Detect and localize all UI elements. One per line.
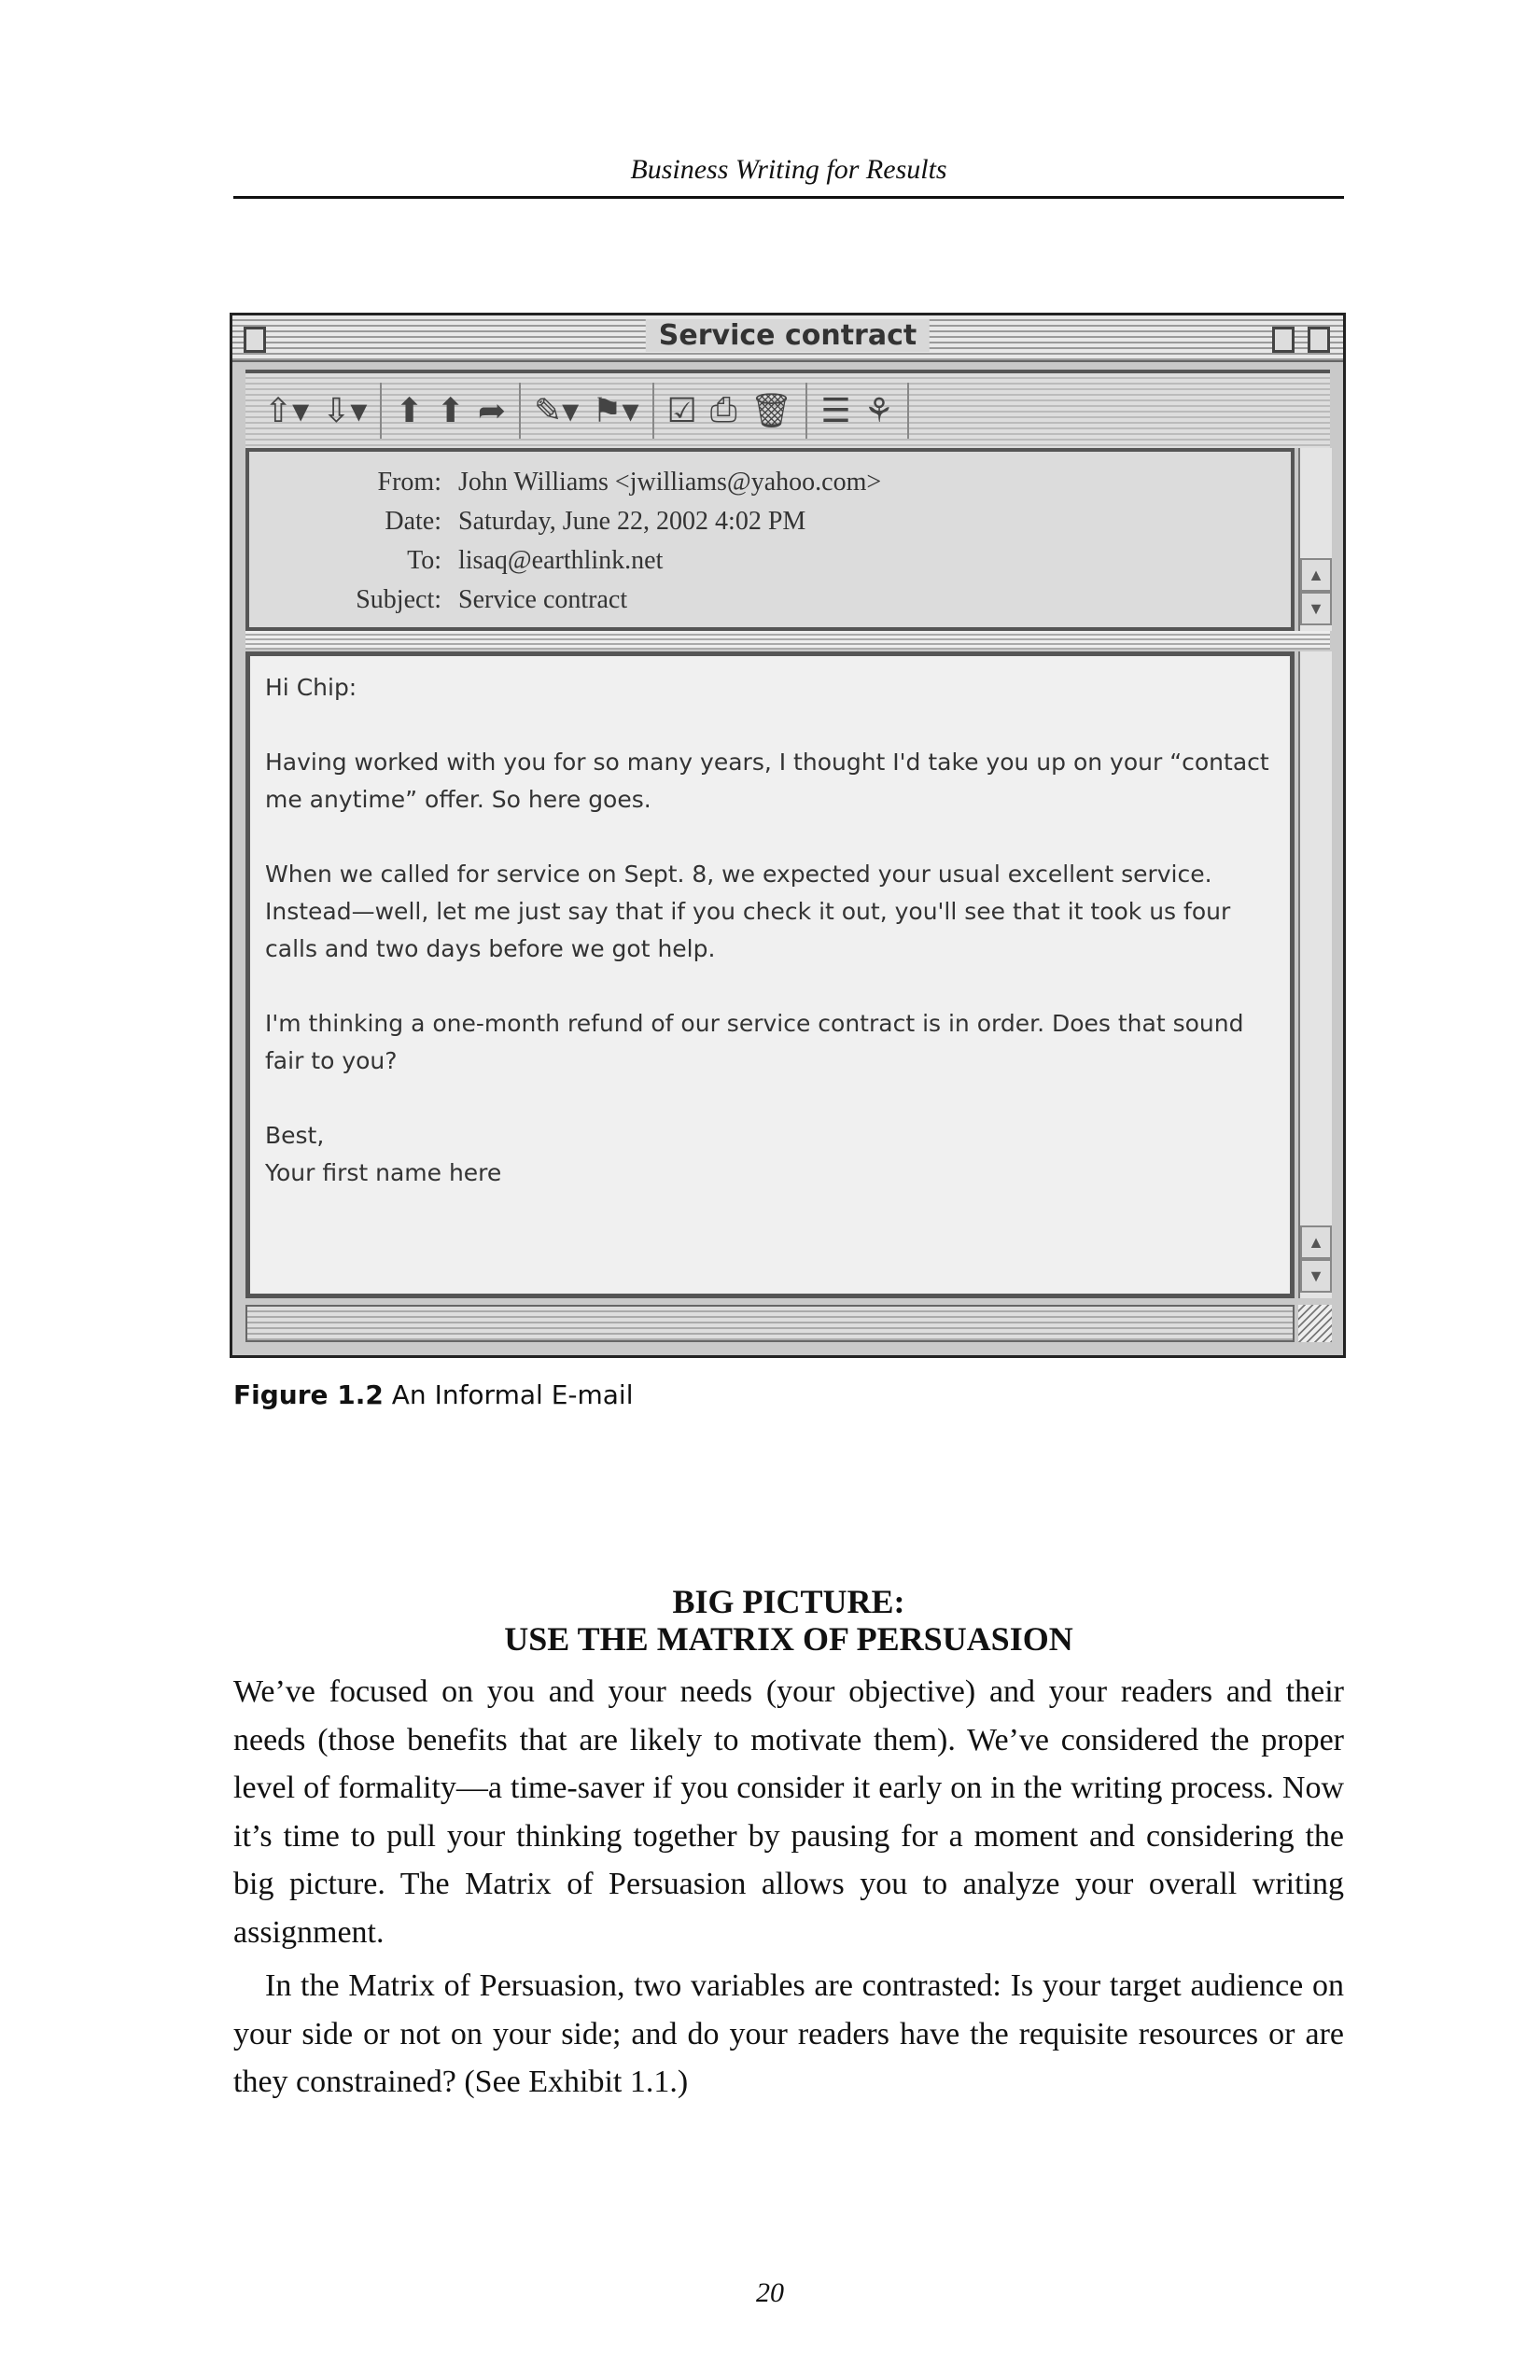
close-box-icon[interactable] bbox=[244, 327, 266, 353]
scroll-up-icon[interactable]: ▲ bbox=[1300, 558, 1332, 592]
body-scrollbar[interactable] bbox=[1298, 651, 1332, 1298]
title-bar[interactable] bbox=[232, 315, 1343, 362]
header-scrollbar[interactable] bbox=[1298, 448, 1332, 631]
scroll-down-icon[interactable]: ▼ bbox=[1300, 1259, 1332, 1293]
collapse-box-icon[interactable] bbox=[1308, 327, 1330, 353]
figure-caption: Figure 1.2 An Informal E-mail bbox=[233, 1379, 634, 1410]
scroll-down-icon[interactable]: ▼ bbox=[1300, 592, 1332, 625]
previous-message-icon[interactable]: ⇧▾ bbox=[264, 391, 310, 430]
paragraph: In the Matrix of Persuasion, two variables are contrasted: Is your target audience on your side or not on your side; and do your readers have the requisite resources or are they constrained? (See Exhibit 1.1.) bbox=[233, 1968, 1344, 2099]
separator bbox=[907, 383, 909, 439]
header-subject: Subject: Service contract bbox=[356, 585, 628, 614]
message-body[interactable]: Hi Chip: Having worked with you for so many years, I thought I'd take you up on your “contact me anytime” offer. So here goes. When we called for service on Sept. 8, we expected your usual excellent service. Instead—well, let me just say that if you check it out, you'll see that it took us four calls and two days before we got help. I'm thinking a one-month refund of our service contract is in order. Does that sound fair to you? Best, Your first name here bbox=[245, 651, 1295, 1298]
page-number: 20 bbox=[756, 2277, 784, 2308]
flag-icon[interactable]: ⚑▾ bbox=[592, 391, 639, 430]
separator bbox=[519, 383, 521, 439]
attach-icon[interactable]: ✎▾ bbox=[533, 391, 580, 430]
address-book-icon[interactable]: ⚘ bbox=[863, 391, 894, 430]
reply-icon[interactable]: ⬆ bbox=[395, 391, 424, 430]
resize-grip-icon[interactable] bbox=[1298, 1305, 1332, 1342]
toolbar bbox=[245, 370, 1330, 448]
zoom-box-icon[interactable] bbox=[1272, 327, 1295, 353]
section-heading-line1: BIG PICTURE: bbox=[672, 1583, 905, 1620]
paragraph: We’ve focused on you and your needs (your objective) and your readers and their needs (those benefits that are likely to motivate them). We’ve considered the proper level of formality—a time-saver if you consider it early on in the writing process. Now it’s time to pull your thinking together by pausing for a moment and considering the big picture. The Matrix of Persuasion allows you to analyze your overall writing assignment. bbox=[233, 1674, 1344, 1950]
sort-icon[interactable]: ☰ bbox=[820, 391, 851, 430]
section-heading-line2: USE THE MATRIX OF PERSUASION bbox=[504, 1620, 1073, 1658]
message-headers bbox=[245, 448, 1295, 631]
header-from: From: John Williams <jwilliams@yahoo.com> bbox=[377, 468, 882, 497]
email-window bbox=[230, 313, 1346, 1358]
separator bbox=[380, 383, 382, 439]
trash-icon[interactable]: 🗑 bbox=[749, 392, 793, 430]
separator bbox=[805, 383, 807, 439]
compose-icon[interactable]: ☑ bbox=[666, 391, 697, 430]
window-title: Service contract bbox=[646, 319, 930, 352]
running-head: Business Writing for Results bbox=[630, 154, 947, 185]
print-icon[interactable]: ⎙ bbox=[709, 391, 737, 429]
scroll-up-icon[interactable]: ▲ bbox=[1300, 1225, 1332, 1259]
separator bbox=[652, 383, 654, 439]
reply-all-icon[interactable]: ⬆ bbox=[436, 391, 465, 430]
header-date: Date: Saturday, June 22, 2002 4:02 PM bbox=[385, 507, 806, 536]
next-message-icon[interactable]: ⇩▾ bbox=[322, 391, 368, 430]
forward-icon[interactable]: ➦ bbox=[477, 391, 506, 430]
pane-splitter[interactable] bbox=[245, 631, 1330, 650]
horizontal-scrollbar[interactable] bbox=[245, 1305, 1295, 1342]
header-rule bbox=[233, 196, 1344, 199]
header-to: To: lisaq@earthlink.net bbox=[407, 546, 664, 575]
